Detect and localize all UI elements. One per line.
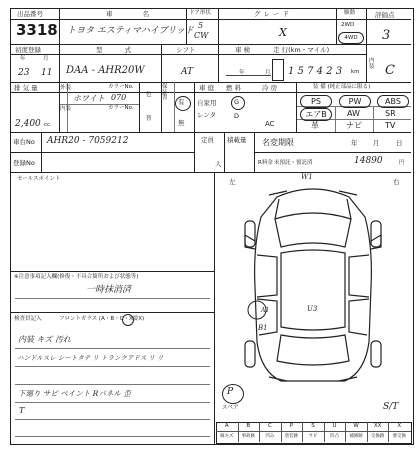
recycle-text: 未預託・預託済	[274, 160, 313, 166]
month-label: 月	[43, 56, 49, 62]
left-door-lines	[257, 255, 277, 335]
note-rule	[15, 384, 210, 385]
legend-description: 凹凸	[330, 434, 340, 439]
legend-code: W	[353, 423, 359, 429]
usage-rent: レンタ	[197, 111, 217, 119]
legend-divider	[302, 422, 303, 442]
chassis-value: AHR20 - 7059212	[47, 136, 129, 146]
wheel-front-right	[371, 221, 381, 247]
usage-self: 自家用	[197, 99, 217, 107]
right-door-lines	[349, 255, 369, 335]
legend-description: 補修跡	[349, 434, 363, 439]
legend-code: X	[397, 423, 402, 429]
km-label: km	[351, 69, 360, 75]
row3-col-divider	[139, 82, 140, 132]
spare-mark: P	[227, 387, 234, 397]
legend-code: B	[246, 423, 251, 429]
equip-ps-text: PS	[311, 97, 321, 106]
warranty-have: 有	[178, 98, 185, 106]
name-change-label: 名変期限	[262, 138, 294, 147]
grade-value: X	[279, 26, 287, 39]
row4-col-divider	[224, 132, 225, 172]
mileage-value: 1 5 7 4 2 3	[288, 66, 343, 77]
row1-col-divider	[59, 9, 60, 44]
replace-label: 替	[146, 116, 152, 122]
note-rule	[15, 436, 210, 437]
car-name-value: トヨタ エスティマハイブリッド	[67, 26, 194, 36]
row3-header-line	[11, 92, 411, 93]
row4-col-divider	[254, 132, 255, 172]
note-line-1: 内装 キズ 汚れ	[18, 335, 71, 344]
grade-label: グレード	[254, 10, 292, 18]
equip-col-divider	[335, 106, 336, 132]
row2-col-divider	[59, 44, 60, 82]
drive-4wd-circled	[338, 32, 364, 44]
mileage-label: 走 行(km・マイル)	[273, 46, 330, 54]
legend-code: P	[289, 423, 294, 429]
legend-mid-line	[216, 431, 411, 432]
inner-color-no-label: カラーNo.	[108, 105, 134, 111]
inspection-month: 月	[265, 70, 271, 76]
interior-value: C	[385, 63, 395, 78]
lot-number: 3318	[16, 21, 58, 39]
caution-line	[15, 298, 210, 299]
wheel-front-left	[245, 221, 255, 247]
drive-label: 駆動	[344, 10, 356, 16]
row3-col-divider	[174, 82, 175, 132]
legend-divider	[238, 422, 239, 442]
legend-divider	[345, 422, 346, 442]
interior-label: 内装	[369, 58, 375, 70]
legend-code: XX	[373, 423, 382, 429]
year-value: 23	[18, 68, 30, 78]
legend-code: C	[267, 423, 272, 429]
caution-text: 一時抹消済	[86, 285, 132, 295]
color-no-label: カラーNo.	[108, 84, 134, 90]
legend-description: サビ	[308, 434, 318, 439]
fuel-d: D	[234, 112, 240, 120]
left-label: 左	[229, 178, 236, 186]
equip-abs	[377, 95, 409, 108]
drive-4wd: 4WD	[344, 35, 358, 41]
year-label: 年	[20, 56, 26, 62]
equip-airbag	[300, 108, 332, 121]
note-line-4: T	[19, 406, 25, 415]
legend-description: 凹み	[265, 434, 275, 439]
legend-description: 要交換	[392, 434, 406, 439]
shift-label: シフト	[176, 46, 196, 54]
inspection-strike	[226, 75, 271, 76]
equip-abs-text: ABS	[385, 97, 401, 106]
warranty-none: 無	[178, 119, 185, 127]
displacement-label: 排 気 量	[14, 84, 38, 92]
row4-subdivider	[254, 152, 411, 153]
legend-divider	[367, 422, 368, 442]
ym-month: 月	[373, 139, 380, 147]
row2-bottom-border	[11, 82, 411, 83]
car-body-outline	[255, 189, 372, 381]
model-value: DAA - AHR20W	[66, 65, 145, 76]
reg-label: 登録No	[13, 159, 35, 167]
equip-sr: SR	[385, 109, 396, 118]
legend-code: S	[311, 423, 315, 429]
rear-window-outline	[277, 335, 349, 365]
note-rule	[15, 402, 210, 403]
mark-u3: U3	[307, 305, 318, 313]
mark-w1: W1	[301, 173, 313, 181]
row4-col-divider	[41, 132, 42, 172]
wheel-rear-left	[245, 341, 255, 367]
row2-col-divider	[161, 44, 162, 82]
wheel-rear-right	[371, 341, 381, 367]
legend-code: A	[224, 423, 229, 429]
equip-leather: 革	[311, 121, 319, 130]
car-name-label: 車 名	[106, 10, 164, 18]
fuel-label: 燃 料	[226, 84, 242, 92]
equip-airbag-text: エアB	[305, 110, 327, 119]
equip-navi: ナビ	[346, 121, 362, 130]
ym-year: 年	[351, 139, 358, 147]
cc-label: cc.	[44, 122, 52, 128]
row2-col-divider	[366, 44, 367, 82]
inner-label: 内装	[60, 106, 72, 112]
displacement-value: 2,400	[15, 119, 41, 129]
front-glass-label: フロントガラス (A・B・C・X要X)	[59, 316, 145, 322]
note-line-3: 下廻り サビ ペイント Rパネル 歪	[18, 389, 131, 398]
legend-divider	[281, 422, 282, 442]
note-rule	[15, 348, 210, 349]
row4-col-divider	[194, 132, 195, 172]
outer-color: ホワイト	[73, 94, 105, 103]
caution-label: ※注意事項記入欄(修復・不具合箇所および状態等)	[14, 274, 139, 280]
usage-label: 車 庭	[199, 84, 215, 92]
ac-label: 冷 房	[262, 84, 278, 92]
month-value: 11	[41, 68, 53, 78]
legend-code: U	[332, 423, 337, 429]
row3-col-divider	[296, 82, 297, 132]
inspector-label: 検査員記入	[14, 316, 42, 322]
right-label: 右	[393, 178, 400, 186]
windshield-outline	[275, 213, 351, 247]
spare-label: スペア	[222, 405, 239, 411]
capacity-label: 定員	[201, 136, 214, 144]
row3-col-divider	[194, 82, 195, 132]
row1-col-divider	[336, 9, 337, 44]
door-label: ドア形状	[189, 10, 211, 16]
row1-bottom-border	[11, 44, 411, 45]
equip-ps	[300, 95, 332, 108]
load-label: 積載量	[227, 136, 247, 144]
equip-tv: TV	[385, 121, 396, 130]
note-line-2: ハンドルスレ シートタテ リ トランクアドス リ リ	[17, 354, 164, 362]
outer-label: 外装	[60, 85, 72, 91]
row2-col-divider	[218, 44, 219, 82]
row1-col-divider	[218, 9, 219, 44]
front-glass-selected-circle	[122, 314, 134, 326]
door-value-2: CW	[194, 31, 209, 40]
lot-label: 出品番号	[17, 10, 43, 18]
mileage-box	[272, 59, 284, 81]
note-rule	[15, 366, 210, 367]
legend-divider	[259, 422, 260, 442]
legend-description: 交換跡	[370, 434, 385, 439]
equip-aw: AW	[347, 109, 360, 118]
outer-color-no: 070	[111, 93, 127, 102]
color-label: 色	[146, 92, 152, 98]
person-label: 人	[215, 160, 222, 168]
roof-outline	[281, 250, 345, 330]
recycle-value: 14890	[354, 156, 383, 166]
caution-top-border	[11, 271, 214, 272]
row3-bottom-border	[11, 132, 411, 133]
ac-value: AC	[265, 120, 275, 128]
equip-label: 装 備 (純正部品に限る)	[313, 84, 371, 90]
equip-pw	[339, 95, 371, 108]
ym-day: 日	[396, 139, 403, 147]
inspector-top-border	[11, 312, 214, 313]
legend-description: 塗装跡	[284, 434, 299, 439]
warranty-label: 保証書	[162, 84, 168, 101]
shift-value: AT	[181, 67, 194, 77]
inspection-year: 年	[239, 70, 245, 76]
mark-a1: A1	[261, 307, 270, 314]
door-value-1: 5	[198, 21, 204, 30]
equip-pw-text: PW	[348, 97, 362, 106]
score-value: 3	[382, 28, 391, 43]
model-label: 型 式	[96, 46, 142, 54]
row1-subdivider	[11, 19, 411, 20]
row4-subdivider	[11, 152, 194, 153]
recycle-label: R料金	[258, 160, 273, 166]
car-diagram	[215, 177, 411, 387]
chassis-label: 車台No	[13, 138, 35, 146]
sales-point-label: セールスポイント	[17, 176, 61, 182]
yen-label: 円	[399, 160, 405, 166]
drive-2wd: 2WD	[341, 22, 355, 28]
score-label: 評価点	[375, 11, 395, 19]
damage-mark-circle	[248, 301, 266, 319]
row4-bottom-border	[11, 172, 411, 173]
note-rule	[15, 419, 210, 420]
equip-col-divider	[373, 106, 374, 132]
st-mark: S/T	[383, 402, 399, 412]
inspection-label: 車 検	[235, 46, 251, 54]
mark-b1: B1	[258, 324, 268, 332]
fuel-g: G	[234, 98, 240, 106]
first-reg-label: 初度登録	[15, 46, 41, 54]
row2-subdivider	[11, 54, 366, 55]
legend-divider	[324, 422, 325, 442]
legend-divider	[388, 422, 389, 442]
auction-sheet	[10, 8, 414, 445]
row1-col-divider	[366, 9, 367, 44]
legend-description: 線キズ	[220, 434, 234, 439]
legend-description: 事故修	[241, 434, 256, 439]
